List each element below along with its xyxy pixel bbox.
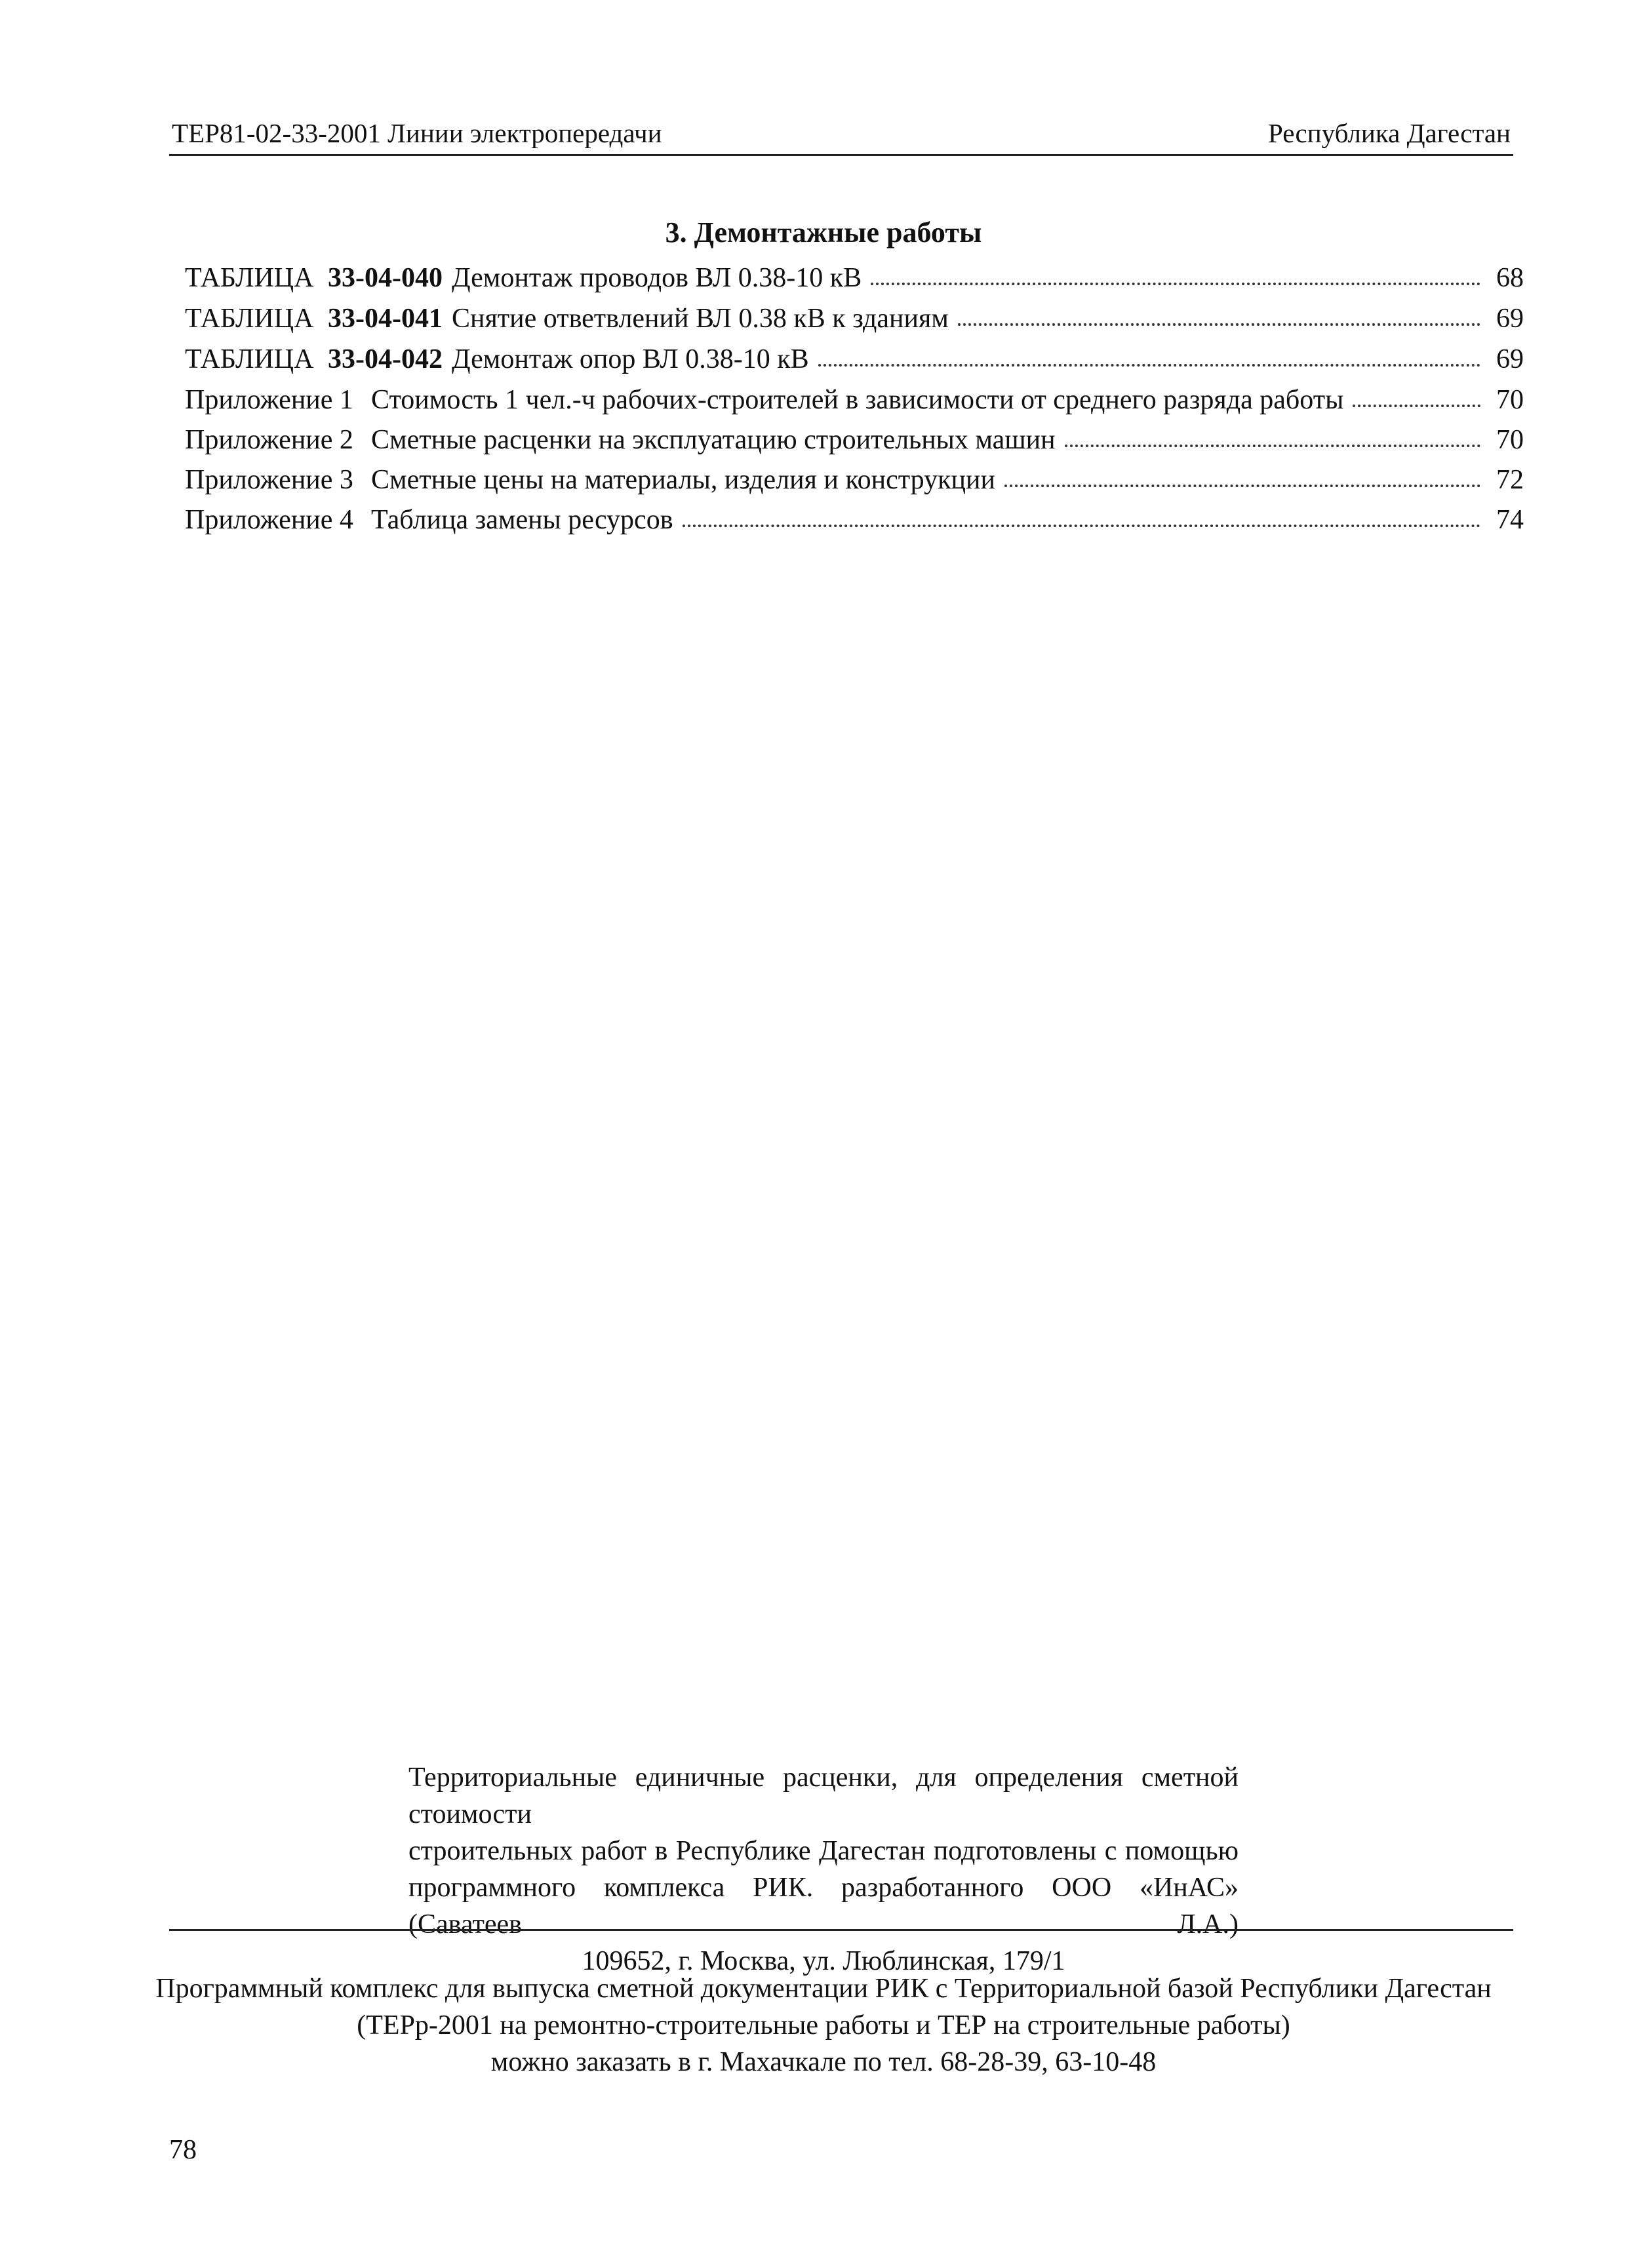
table-of-contents [185, 262, 1524, 544]
toc-entry-prefix: ТАБЛИЦА [185, 344, 314, 374]
info-paragraph [0, 1759, 1647, 1980]
order-line: Программный комплекс для выпуска сметной документации РИК с Территориальной базой Республики Дагестан [155, 1974, 1492, 2004]
page-header [169, 115, 1513, 156]
toc-entry-table-042[interactable] [185, 344, 1524, 384]
order-line: (ТЕРр-2001 на ремонтно-строительные работы и ТЕР на строительные работы) [357, 2010, 1290, 2040]
toc-entry-title: Сметные расценки на эксплуатацию строительных машин [371, 425, 1056, 455]
toc-entry-page: 70 [1496, 385, 1524, 415]
toc-entry-page: 69 [1496, 304, 1524, 334]
toc-entry-prefix: Приложение 2 [185, 425, 353, 455]
toc-entry-page: 72 [1496, 465, 1524, 495]
toc-entry-page: 68 [1496, 263, 1524, 293]
toc-entry-appendix-3[interactable] [185, 464, 1524, 504]
toc-dot-leader [1065, 435, 1480, 448]
toc-dot-leader [958, 314, 1480, 327]
toc-entry-prefix: Приложение 4 [185, 505, 353, 535]
toc-dot-leader [1353, 395, 1480, 408]
toc-entry-page: 69 [1496, 344, 1524, 374]
order-paragraph [0, 1970, 1647, 2080]
info-line: программного комплекса РИК. разработанного ООО «ИнАС» (Саватеев Л.А.) [408, 1873, 1239, 1940]
toc-entry-code: 33-04-041 [328, 304, 443, 334]
section-title: 3. Демонтажные работы [665, 216, 982, 249]
toc-entry-page: 70 [1496, 425, 1524, 455]
toc-entry-title: Стоимость 1 чел.-ч рабочих-строителей в зависимости от среднего разряда работы [371, 385, 1344, 415]
toc-entry-title: Таблица замены ресурсов [371, 505, 673, 535]
toc-dot-leader [1004, 475, 1480, 488]
toc-entry-code: 33-04-040 [328, 263, 443, 293]
toc-entry-title: Демонтаж проводов ВЛ 0.38-10 кВ [452, 263, 862, 293]
info-line: строительных работ в Республике Дагестан подготовлены с помощью [408, 1836, 1239, 1866]
toc-dot-leader [683, 515, 1480, 528]
toc-entry-title: Сметные цены на материалы, изделия и конструкции [371, 465, 995, 495]
toc-entry-prefix: Приложение 3 [185, 465, 353, 495]
order-contact: можно заказать в г. Махачкале по тел. 68-28-39, 63-10-48 [490, 2047, 1157, 2077]
toc-dot-leader [871, 273, 1480, 287]
toc-entry-appendix-2[interactable] [185, 424, 1524, 464]
toc-entry-prefix: Приложение 1 [185, 385, 353, 415]
toc-entry-prefix: ТАБЛИЦА [185, 263, 314, 293]
toc-entry-table-041[interactable] [185, 303, 1524, 344]
toc-entry-page: 74 [1496, 505, 1524, 535]
toc-entry-table-040[interactable] [185, 262, 1524, 303]
toc-entry-title: Снятие ответвлений ВЛ 0.38 кВ к зданиям [452, 304, 949, 334]
toc-entry-appendix-4[interactable] [185, 504, 1524, 544]
toc-entry-prefix: ТАБЛИЦА [185, 304, 314, 334]
horizontal-divider [169, 1929, 1513, 1931]
toc-dot-leader [818, 355, 1480, 368]
info-line: Территориальные единичные расценки, для определения сметной стоимости [408, 1762, 1239, 1829]
page-number: 78 [169, 2135, 197, 2165]
toc-entry-title: Демонтаж опор ВЛ 0.38-10 кВ [452, 344, 809, 374]
toc-entry-appendix-1[interactable] [185, 384, 1524, 424]
header-document-title: ТЕР81-02-33-2001 Линии электропередачи [172, 118, 662, 148]
toc-entry-code: 33-04-042 [328, 344, 443, 374]
header-region: Республика Дагестан [1268, 118, 1511, 148]
info-address: 109652, г. Москва, ул. Люблинская, 179/1 [582, 1946, 1065, 1976]
